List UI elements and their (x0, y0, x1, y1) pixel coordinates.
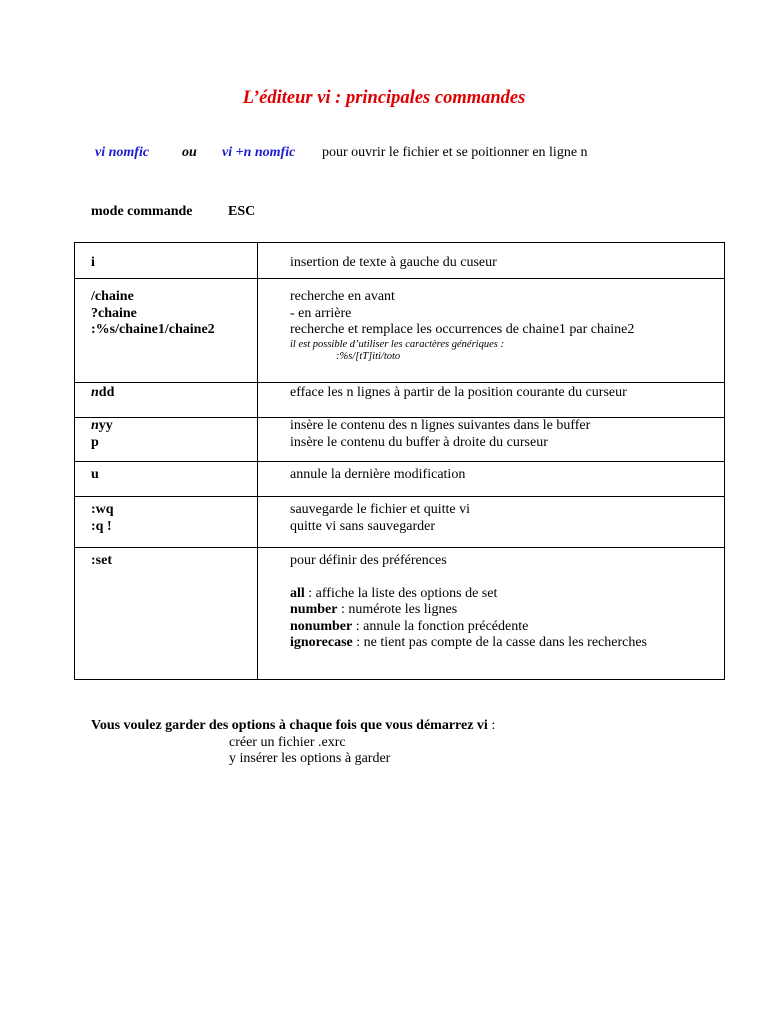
command (91, 418, 257, 435)
command-cell (75, 243, 258, 279)
option-name: number (290, 602, 338, 617)
command (91, 385, 257, 402)
command-suffix: dd (98, 385, 115, 400)
open-description: pour ouvrir le fichier et se poitionner en ligne n (322, 145, 588, 160)
command-suffix: yy (98, 418, 113, 433)
open-command: vi nomfic (95, 145, 150, 160)
option (290, 602, 724, 619)
command: :wq (91, 502, 114, 517)
option-name: nonumber (290, 618, 353, 634)
description-cell (258, 548, 725, 680)
command-prefix: n (91, 385, 99, 400)
commands-table (74, 242, 725, 680)
command: i (91, 255, 95, 270)
option (290, 619, 724, 636)
command: u (91, 467, 99, 482)
description: recherche en avant (290, 289, 395, 304)
option-name: ignorecase (290, 635, 353, 650)
command: ?chaine (91, 305, 137, 321)
command-cell (75, 383, 258, 418)
description-cell (258, 383, 725, 418)
option-desc: : ne tient pas compte de la casse dans les recherches (352, 635, 648, 650)
or-text: ou (182, 145, 197, 160)
option-desc: : annule la fonction précédente (352, 618, 529, 634)
command-cell (75, 497, 258, 548)
table-row (75, 548, 725, 680)
description: insère le contenu des n lignes suivantes dans le buffer (290, 418, 591, 433)
note-example: :%s/[tT]iti/toto (336, 350, 401, 362)
table-row (75, 497, 725, 548)
description-cell (258, 243, 725, 279)
description-cell (258, 497, 725, 548)
command: /chaine (91, 289, 134, 304)
option-desc: : numérote les lignes (337, 602, 458, 617)
footer-colon: : (487, 718, 496, 733)
description-cell (258, 279, 725, 383)
command-cell (75, 418, 258, 462)
table-row (75, 462, 725, 497)
description: annule la dernière modification (290, 467, 466, 482)
command: :%s/chaine1/chaine2 (91, 322, 215, 337)
command: :set (91, 553, 112, 568)
footer-question (91, 718, 495, 735)
description: sauvegarde le fichier et quitte vi (290, 502, 470, 517)
description: recherche et remplace les occurrences de chaine1 par chaine2 (290, 322, 635, 337)
command-cell (75, 548, 258, 680)
command: p (91, 434, 99, 450)
table-row (75, 383, 725, 418)
command-cell (75, 279, 258, 383)
table-row (75, 279, 725, 383)
description: pour définir des préférences (290, 553, 447, 568)
mode-key: ESC (228, 204, 256, 219)
option (290, 635, 724, 652)
table-row (75, 243, 725, 279)
footer-step: y insérer les options à garder (229, 751, 391, 766)
footer-question-text: Vous voulez garder des options à chaque fois que vous démarrez vi (91, 718, 488, 733)
command: :q ! (91, 518, 112, 534)
description: quitte vi sans sauvegarder (290, 518, 436, 534)
page-title: L’éditeur vi : principales commandes (242, 88, 526, 108)
option (290, 586, 724, 603)
description: insertion de texte à gauche du cuseur (290, 255, 497, 270)
open-command-line: vi +n nomfic (222, 145, 296, 160)
description-cell (258, 418, 725, 462)
mode-label: mode commande (91, 204, 193, 219)
command-cell (75, 462, 258, 497)
note: il est possible d’utiliser les caractères génériques : (290, 338, 504, 350)
description-cell (258, 462, 725, 497)
option-name: all (290, 585, 305, 601)
command-prefix: n (91, 418, 99, 433)
option-desc: : affiche la liste des options de set (304, 585, 498, 601)
footer-note (91, 718, 495, 768)
description: - en arrière (290, 305, 352, 321)
footer-step: créer un fichier .exrc (229, 734, 346, 750)
description: efface les n lignes à partir de la position courante du curseur (290, 385, 627, 400)
description: insère le contenu du buffer à droite du curseur (290, 434, 548, 450)
table-row (75, 418, 725, 462)
